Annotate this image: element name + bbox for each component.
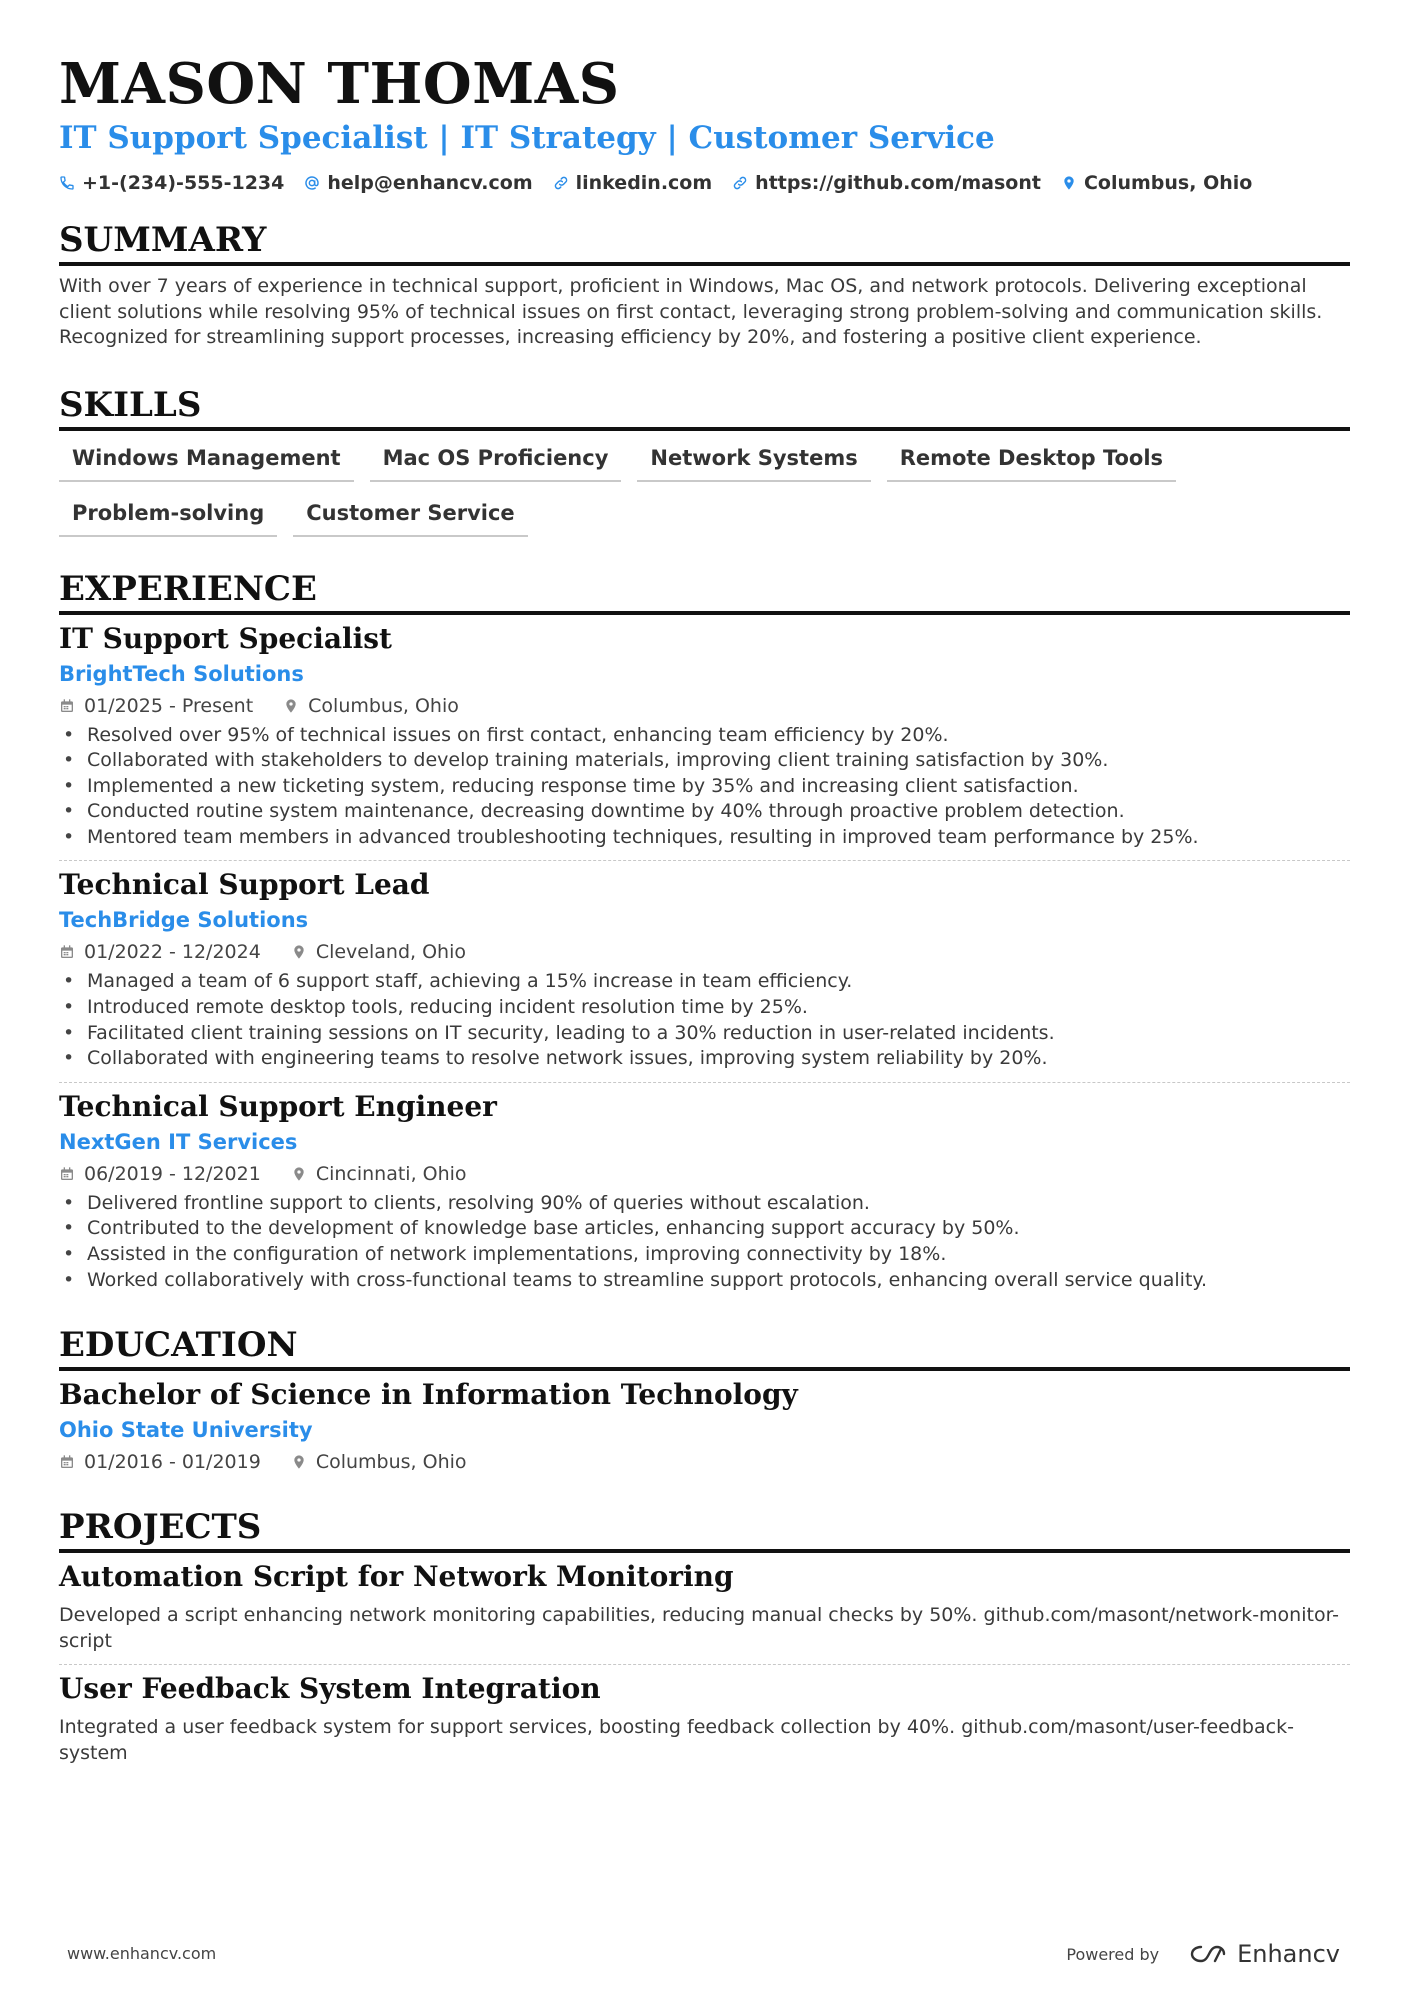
contact-email[interactable] bbox=[304, 172, 532, 194]
degree-title: Bachelor of Science in Information Technology bbox=[59, 1378, 798, 1412]
phone-icon bbox=[59, 175, 75, 191]
calendar-icon bbox=[59, 1454, 75, 1470]
skills-list bbox=[59, 443, 1350, 537]
bullet-item: • Delivered frontline support to clients, resolving 90% of queries without escalation. bbox=[59, 1191, 1350, 1217]
contact-github[interactable] bbox=[732, 172, 1041, 194]
project-title: Automation Script for Network Monitoring bbox=[59, 1560, 734, 1594]
education-dates bbox=[59, 1449, 261, 1475]
skill-tag: Mac OS Proficiency bbox=[370, 443, 622, 482]
skill-tag: Remote Desktop Tools bbox=[887, 443, 1176, 482]
education-location bbox=[291, 1449, 467, 1475]
company-name: BrightTech Solutions bbox=[59, 661, 304, 686]
contact-email-text: help@enhancv.com bbox=[327, 172, 533, 194]
location-pin-icon bbox=[291, 1166, 307, 1182]
job-meta bbox=[59, 939, 1350, 965]
job-location-text: Columbus, Ohio bbox=[308, 694, 459, 717]
job-title: IT Support Specialist bbox=[59, 621, 392, 655]
skill-tag: Network Systems bbox=[637, 443, 870, 482]
job-title: Technical Support Lead bbox=[59, 868, 430, 902]
location-pin-icon bbox=[291, 944, 307, 960]
job-dates bbox=[59, 939, 261, 965]
project-entry bbox=[59, 1553, 1350, 1665]
summary-section bbox=[59, 220, 1350, 351]
skills-heading: SKILLS bbox=[59, 385, 1350, 431]
education-meta bbox=[59, 1449, 1350, 1475]
bullet-item: • Resolved over 95% of technical issues on first contact, enhancing team efficiency by 20%. bbox=[59, 723, 1350, 749]
contact-linkedin-text: linkedin.com bbox=[575, 172, 713, 194]
location-pin-icon bbox=[291, 1454, 307, 1470]
bullet-item: • Worked collaboratively with cross-functional teams to streamline support protocols, enhancing overall service quality. bbox=[59, 1268, 1350, 1294]
job-dates bbox=[59, 693, 253, 719]
job-location bbox=[283, 693, 459, 719]
contact-phone[interactable] bbox=[59, 172, 284, 194]
job-meta bbox=[59, 1161, 1350, 1187]
contact-phone-text: +1-(234)-555-1234 bbox=[82, 172, 285, 194]
skill-tag: Problem-solving bbox=[59, 498, 277, 537]
school-name: Ohio State University bbox=[59, 1418, 313, 1443]
experience-entry bbox=[59, 861, 1350, 1082]
experience-entry bbox=[59, 1083, 1350, 1303]
education-location-text: Columbus, Ohio bbox=[315, 1451, 467, 1474]
bullet-item: • Conducted routine system maintenance, decreasing downtime by 40% through proactive problem detection. bbox=[59, 799, 1350, 825]
education-section bbox=[59, 1325, 1350, 1485]
at-icon bbox=[304, 175, 320, 191]
link-icon bbox=[732, 175, 748, 191]
contact-github-text: https://github.com/masont bbox=[755, 172, 1041, 194]
job-location-text: Cincinnati, Ohio bbox=[315, 1162, 467, 1185]
bullet-item: • Implemented a new ticketing system, reducing response time by 35% and increasing client satisfaction. bbox=[59, 774, 1350, 800]
job-bullets bbox=[59, 723, 1350, 851]
job-dates-text: 06/2019 - 12/2021 bbox=[84, 1162, 261, 1185]
job-bullets bbox=[59, 969, 1350, 1071]
skill-tag: Customer Service bbox=[293, 498, 527, 537]
bullet-item: • Introduced remote desktop tools, reducing incident resolution time by 25%. bbox=[59, 995, 1350, 1021]
bullet-item: • Managed a team of 6 support staff, achieving a 15% increase in team efficiency. bbox=[59, 969, 1350, 995]
project-entry bbox=[59, 1665, 1350, 1776]
summary-text: With over 7 years of experience in technical support, proficient in Windows, Mac OS, and network protocols. Delivering exceptional client solutions while resolving 95% of technical issues on first contact, leveraging strong problem-solving and communication skills. Recognized for streamlining support processes, increasing efficiency by 20%, and fostering a positive client experience. bbox=[59, 275, 1323, 348]
page-footer bbox=[67, 1940, 1410, 1970]
bullet-item: • Collaborated with stakeholders to develop training materials, improving client training satisfaction by 30%. bbox=[59, 748, 1350, 774]
enhancv-logo-icon bbox=[1185, 1942, 1229, 1966]
contact-location-text: Columbus, Ohio bbox=[1083, 172, 1253, 194]
brand-name: Enhancv bbox=[1237, 1940, 1340, 1968]
skill-tag: Windows Management bbox=[59, 443, 354, 482]
job-location bbox=[291, 939, 466, 965]
experience-heading: EXPERIENCE bbox=[59, 569, 1350, 615]
company-name: NextGen IT Services bbox=[59, 1129, 298, 1154]
candidate-name: MASON THOMAS bbox=[59, 51, 620, 117]
calendar-icon bbox=[59, 944, 75, 960]
project-title: User Feedback System Integration bbox=[59, 1672, 601, 1706]
contact-location bbox=[1061, 172, 1252, 194]
project-description: Integrated a user feedback system for support services, boosting feedback collection by 40%. github.com/masont/user-feedback-system bbox=[59, 1716, 1294, 1764]
bullet-item: • Contributed to the development of knowledge base articles, enhancing support accuracy by 50%. bbox=[59, 1216, 1350, 1242]
job-dates-text: 01/2025 - Present bbox=[84, 694, 254, 717]
projects-heading: PROJECTS bbox=[59, 1507, 1350, 1553]
brand-logo[interactable] bbox=[1185, 1940, 1340, 1968]
skills-section bbox=[59, 385, 1350, 537]
bullet-item: • Facilitated client training sessions on IT security, leading to a 30% reduction in user-related incidents. bbox=[59, 1021, 1350, 1047]
experience-section bbox=[59, 569, 1350, 1304]
experience-entry bbox=[59, 615, 1350, 862]
location-pin-icon bbox=[1061, 175, 1077, 191]
bullet-item: • Collaborated with engineering teams to resolve network issues, improving system reliability by 20%. bbox=[59, 1046, 1350, 1072]
education-dates-text: 01/2016 - 01/2019 bbox=[84, 1451, 261, 1474]
summary-heading: SUMMARY bbox=[59, 220, 1350, 266]
job-location-text: Cleveland, Ohio bbox=[315, 941, 466, 964]
location-pin-icon bbox=[283, 698, 299, 714]
calendar-icon bbox=[59, 698, 75, 714]
education-heading: EDUCATION bbox=[59, 1325, 1350, 1371]
company-name: TechBridge Solutions bbox=[59, 908, 309, 933]
job-dates-text: 01/2022 - 12/2024 bbox=[84, 941, 261, 964]
contact-bar bbox=[59, 172, 1350, 194]
education-entry bbox=[59, 1371, 1350, 1485]
project-description: Developed a script enhancing network monitoring capabilities, reducing manual checks by 50%. github.com/masont/network-monitor-script bbox=[59, 1604, 1340, 1652]
bullet-item: • Assisted in the configuration of network implementations, improving connectivity by 18%. bbox=[59, 1242, 1350, 1268]
contact-linkedin[interactable] bbox=[553, 172, 713, 194]
footer-website[interactable]: www.enhancv.com bbox=[67, 1944, 217, 1963]
job-dates bbox=[59, 1161, 261, 1187]
footer-branding bbox=[1066, 1940, 1340, 1968]
link-icon bbox=[553, 175, 569, 191]
job-meta bbox=[59, 693, 1350, 719]
projects-section bbox=[59, 1507, 1350, 1776]
bullet-item: • Mentored team members in advanced troubleshooting techniques, resulting in improved team performance by 25%. bbox=[59, 825, 1350, 851]
job-bullets bbox=[59, 1191, 1350, 1293]
powered-by-label: Powered by bbox=[1066, 1944, 1160, 1964]
job-title: Technical Support Engineer bbox=[59, 1089, 497, 1123]
candidate-title: IT Support Specialist | IT Strategy | Customer Service bbox=[59, 120, 995, 156]
job-location bbox=[291, 1161, 467, 1187]
calendar-icon bbox=[59, 1166, 75, 1182]
